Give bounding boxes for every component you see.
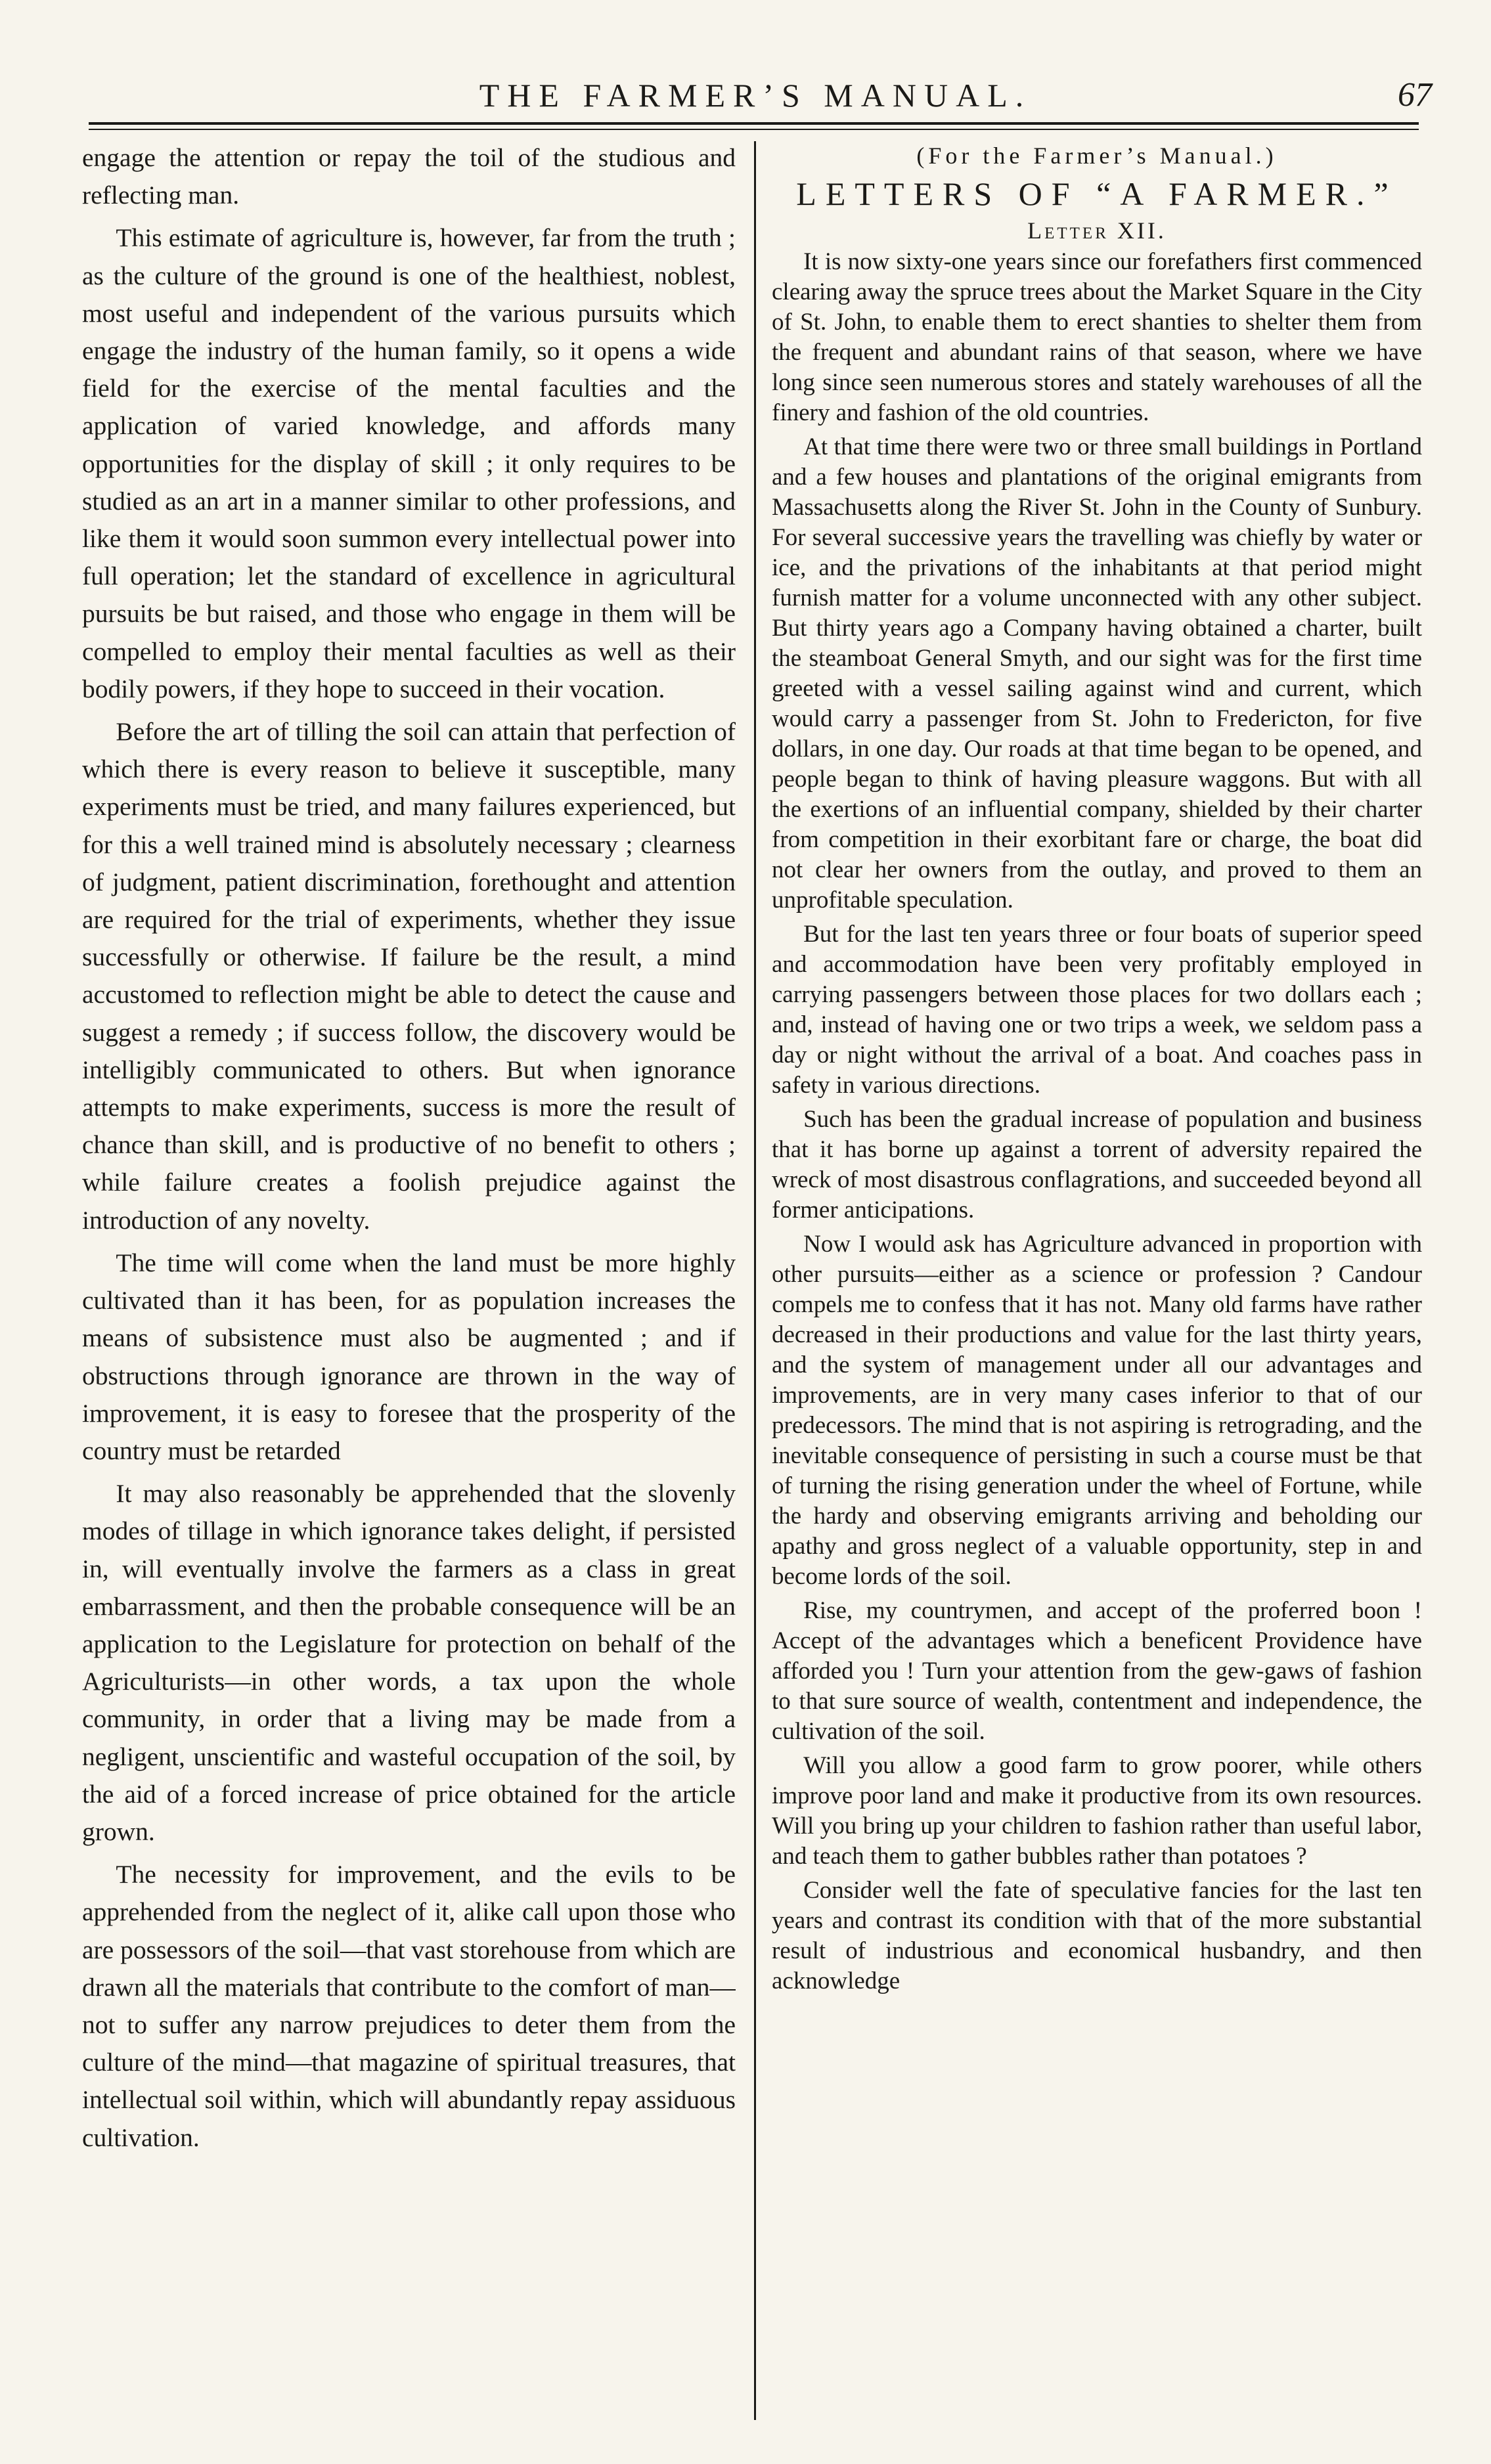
column-divider bbox=[754, 141, 756, 2420]
series-title: LETTERS OF “A FARMER.” bbox=[796, 175, 1398, 212]
left-column bbox=[82, 139, 736, 2451]
paragraph: engage the attention or repay the toil of the studious and reflecting man. bbox=[82, 143, 736, 210]
paragraph: Will you allow a good farm to grow poorer, while others improve poor land and make it productive from its own resources. Will you bring up your children to fashion rather than useful labor, and teach them to gather bubbles rather than potatoes ? bbox=[772, 1752, 1422, 1870]
running-title: THE FARMER’S MANUAL. bbox=[479, 77, 1032, 114]
source-line: (For the Farmer’s Manual.) bbox=[916, 143, 1278, 169]
paragraph: The necessity for improvement, and the evils to be apprehended from the neglect of it, alike call upon those who are possessors of the soil—that vast storehouse from which are drawn all the materials that contribute to the comfort of man—not to suffer any narrow prejudices to deter them from the culture of the mind—that magazine of spiritual treasures, that intellectual soil within, which will abundantly repay assiduous cultivation. bbox=[82, 1860, 736, 2152]
paragraph: This estimate of agriculture is, however, far from the truth ; as the culture of the ground is one of the healthiest, noblest, most useful and independent of the various pursuits which engage the industry of the human family, so it opens a wide field for the exercise of the mental faculties and the application of varied knowledge, and affords many opportunities for the display of skill ; it only requires to be studied as an art in a manner similar to other professions, and like them it would soon summon every intellectual power into full operation; let the standard of excellence in agricultural pursuits be but raised, and those who engage in them will be compelled to employ their mental faculties as well as their bodily powers, if they hope to succeed in their vocation. bbox=[82, 223, 736, 703]
header-rule-thin bbox=[89, 129, 1419, 130]
page-number: 67 bbox=[1398, 76, 1432, 114]
paragraph: It is now sixty-one years since our forefathers first commenced clearing away the spruce trees about the Market Square in the City of St. John, to enable them to erect shanties to shelter them from the frequent and abundant rains of that season, where we have long since seen numerous stores and stately warehouses of all the finery and fashion of the old countries. bbox=[772, 248, 1422, 426]
paragraph: Such has been the gradual increase of population and business that it has borne up against a torrent of adversity repaired the wreck of most disastrous conflagrations, and succeeded beyond all former anticipations. bbox=[772, 1106, 1422, 1223]
paragraph: Now I would ask has Agriculture advanced in proportion with other pursuits—either as a science or profession ? Candour compels me to confess that it has not. Many old farms have rather decreased in their productions and value for the last thirty years, and the system of management under all our advantages and improvements, are in very many cases inferior to that of our predecessors. The mind that is not aspiring is retrograding, and the inevitable consequence of persisting in such a course must be that of turning the rising generation under the wheel of Fortune, while the hardy and observing emigrants arriving and beholding our apathy and gross neglect of a valuable opportunity, step in and become lords of the soil. bbox=[772, 1231, 1422, 1590]
running-head bbox=[79, 72, 1432, 118]
paragraph: The time will come when the land must be more highly cultivated than it has been, for as population increases the means of subsistence must also be augmented ; and if obstructions through ignorance are thrown in the way of improvement, it is easy to foresee that the prosperity of the country must be retarded bbox=[82, 1248, 736, 1465]
right-column bbox=[772, 139, 1422, 2451]
paragraph: Rise, my countrymen, and accept of the proferred boon ! Accept of the advantages which a beneficent Providence have afforded you ! Turn your attention from the gew-gaws of fashion to that sure source of wealth, contentment and independence, the cultivation of the soil. bbox=[772, 1597, 1422, 1745]
letter-number: Letter XII. bbox=[1027, 217, 1167, 244]
paragraph: It may also reasonably be apprehended that the slovenly modes of tillage in which ignorance takes delight, if persisted in, will eventually involve the farmers as a class in great embarrassment, and then the probable consequence will be an application to the Legislature for protection on behalf of the Agriculturists—in other words, a tax upon the whole community, in order that a living may be made from a negligent, unscientific and wasteful occupation of the soil, by the aid of a forced increase of price obtained for the article grown. bbox=[82, 1479, 736, 1846]
paragraph: Consider well the fate of speculative fancies for the last ten years and contrast its condition with that of the more substantial result of industrious and economical husbandry, and then acknowledge bbox=[772, 1877, 1422, 1994]
header-rule-thick bbox=[89, 122, 1419, 125]
paragraph: Before the art of tilling the soil can attain that perfection of which there is every reason to believe it susceptible, many experiments must be tried, and many failures experienced, but for this a well trained mind is absolutely necessary ; clearness of judgment, patient discrimination, forethought and attention are required for the trial of experiments, whether they issue successfully or otherwise. If failure be the result, a mind accustomed to reflection might be able to detect the cause and suggest a remedy ; if success follow, the discovery would be intelligibly communicated to others. But when ignorance attempts to make experiments, success is more the result of chance than skill, and is productive of no benefit to others ; while failure creates a foolish prejudice against the introduction of any novelty. bbox=[82, 717, 736, 1235]
paragraph: At that time there were two or three small buildings in Portland and a few houses and plantations of the original emigrants from Massachusetts along the River St. John in the County of Sunbury. For several successive years the travelling was chiefly by water or ice, and the privations of the inhabitants at that period might furnish matter for a volume unconnected with any other subject. But thirty years ago a Company having obtained a charter, built the steamboat General Smyth, and our sight was for the first time greeted with a vessel sailing against wind and current, which would carry a passenger from St. John to Fredericton, for five dollars, in one day. Our roads at that time began to be opened, and people began to think of having pleasure waggons. But with all the exertions of an influential company, shielded by their charter from competition in their exorbitant fare or charge, the boat did not clear her owners from the outlay, and proved to them an unprofitable speculation. bbox=[772, 433, 1422, 913]
paragraph: But for the last ten years three or four boats of superior speed and accommodation have been very profitably employed in carrying passengers between those places for two dollars each ; and, instead of having one or two trips a week, we seldom pass a day or night without the arrival of a boat. And coaches pass in safety in various directions. bbox=[772, 921, 1422, 1099]
